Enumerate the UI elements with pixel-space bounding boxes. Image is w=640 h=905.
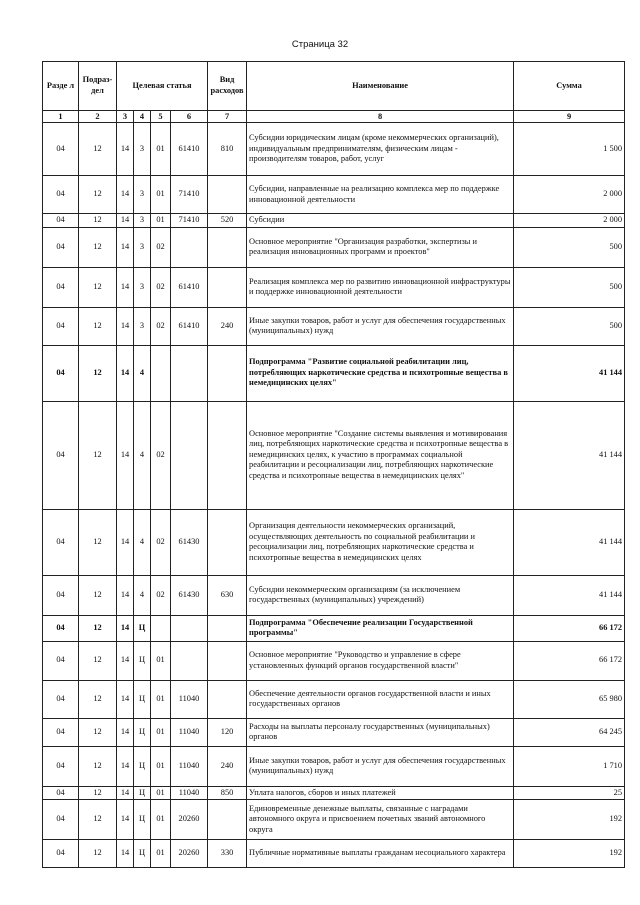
- table-row: [43, 680, 625, 718]
- cell-podrazdel: 12: [79, 267, 117, 307]
- cell-razdel: 04: [43, 575, 79, 615]
- col-num: 8: [247, 111, 514, 123]
- cell-podrazdel: 12: [79, 509, 117, 575]
- cell-target-direction: 20260: [171, 840, 208, 868]
- cell-podrazdel: 12: [79, 123, 117, 176]
- cell-target-event: 02: [151, 267, 171, 307]
- table-row: [43, 345, 625, 401]
- cell-target-program: 14: [117, 401, 134, 509]
- cell-expense-type: 850: [208, 786, 247, 800]
- cell-target-program: 14: [117, 267, 134, 307]
- cell-sum: 66 172: [514, 615, 625, 641]
- cell-name: Уплата налогов, сборов и иных платежей: [247, 786, 514, 800]
- cell-target-event: 01: [151, 800, 171, 840]
- cell-expense-type: 520: [208, 214, 247, 228]
- cell-expense-type: [208, 615, 247, 641]
- col-num: 9: [514, 111, 625, 123]
- cell-target-subprogram: 4: [134, 509, 151, 575]
- cell-target-direction: 61410: [171, 307, 208, 345]
- cell-sum: 64 245: [514, 718, 625, 746]
- cell-podrazdel: 12: [79, 840, 117, 868]
- page-number-label: Страница 32: [291, 39, 349, 50]
- cell-expense-type: [208, 641, 247, 680]
- cell-razdel: 04: [43, 840, 79, 868]
- cell-sum: 1 710: [514, 746, 625, 786]
- cell-target-event: 02: [151, 401, 171, 509]
- cell-expense-type: 810: [208, 123, 247, 176]
- cell-podrazdel: 12: [79, 345, 117, 401]
- cell-target-event: 01: [151, 840, 171, 868]
- header-sum: Сумма: [514, 62, 625, 111]
- cell-sum: 41 144: [514, 345, 625, 401]
- cell-podrazdel: 12: [79, 800, 117, 840]
- cell-target-event: [151, 345, 171, 401]
- table-row: [43, 307, 625, 345]
- cell-target-event: 01: [151, 641, 171, 680]
- cell-name: Иные закупки товаров, работ и услуг для обеспечения государственных (муниципальных) нужд: [247, 307, 514, 345]
- cell-razdel: 04: [43, 307, 79, 345]
- cell-name: Основное мероприятие "Организация разработки, экспертизы и реализация инновационных программ и проектов": [247, 227, 514, 267]
- cell-expense-type: [208, 401, 247, 509]
- cell-target-program: 14: [117, 123, 134, 176]
- table-row: [43, 615, 625, 641]
- cell-target-program: 14: [117, 840, 134, 868]
- cell-target-subprogram: Ц: [134, 746, 151, 786]
- col-num: 7: [208, 111, 247, 123]
- cell-target-subprogram: Ц: [134, 718, 151, 746]
- cell-expense-type: [208, 227, 247, 267]
- cell-target-event: 01: [151, 718, 171, 746]
- cell-sum: 192: [514, 800, 625, 840]
- cell-target-subprogram: 4: [134, 575, 151, 615]
- cell-target-subprogram: Ц: [134, 641, 151, 680]
- cell-target-subprogram: 3: [134, 123, 151, 176]
- table-row: [43, 641, 625, 680]
- cell-sum: 41 144: [514, 509, 625, 575]
- cell-target-event: 01: [151, 214, 171, 228]
- cell-name: Подпрограмма "Развитие социальной реабилитации лиц, потребляющих наркотические средства и психотропные вещества в немедицинских целях": [247, 345, 514, 401]
- cell-target-subprogram: 3: [134, 267, 151, 307]
- cell-target-program: 14: [117, 227, 134, 267]
- cell-target-subprogram: 4: [134, 401, 151, 509]
- cell-target-subprogram: Ц: [134, 615, 151, 641]
- cell-target-program: 14: [117, 680, 134, 718]
- cell-target-event: 01: [151, 123, 171, 176]
- cell-podrazdel: 12: [79, 176, 117, 214]
- header-podrazdel: Подраз- дел: [79, 62, 117, 111]
- cell-razdel: 04: [43, 123, 79, 176]
- cell-podrazdel: 12: [79, 718, 117, 746]
- header-razdel: Разде л: [43, 62, 79, 111]
- header-expense-type: Вид расходов: [208, 62, 247, 111]
- cell-razdel: 04: [43, 345, 79, 401]
- cell-target-event: 01: [151, 746, 171, 786]
- header-target-article: Целевая статья: [117, 62, 208, 111]
- cell-podrazdel: 12: [79, 401, 117, 509]
- cell-target-event: 01: [151, 176, 171, 214]
- cell-target-subprogram: Ц: [134, 680, 151, 718]
- cell-razdel: 04: [43, 176, 79, 214]
- cell-target-program: 14: [117, 307, 134, 345]
- cell-target-program: 14: [117, 615, 134, 641]
- cell-sum: 500: [514, 227, 625, 267]
- cell-sum: 500: [514, 267, 625, 307]
- cell-podrazdel: 12: [79, 214, 117, 228]
- cell-target-direction: [171, 641, 208, 680]
- table-row: [43, 267, 625, 307]
- table-row: [43, 123, 625, 176]
- cell-target-event: 01: [151, 786, 171, 800]
- cell-podrazdel: 12: [79, 575, 117, 615]
- cell-name: Реализация комплекса мер по развитию инновационной инфраструктуры и поддержке инновационной деятельности: [247, 267, 514, 307]
- cell-target-direction: [171, 615, 208, 641]
- table-row: [43, 176, 625, 214]
- col-num: 5: [151, 111, 171, 123]
- cell-target-subprogram: 3: [134, 227, 151, 267]
- cell-target-direction: 11040: [171, 786, 208, 800]
- cell-razdel: 04: [43, 641, 79, 680]
- cell-expense-type: 240: [208, 746, 247, 786]
- cell-podrazdel: 12: [79, 786, 117, 800]
- cell-target-direction: 11040: [171, 746, 208, 786]
- col-num: 6: [171, 111, 208, 123]
- table-row: [43, 227, 625, 267]
- cell-target-direction: 71410: [171, 214, 208, 228]
- cell-sum: 192: [514, 840, 625, 868]
- cell-name: Организация деятельности некоммерческих организаций, осуществляющих деятельность по социальной реабилитации и ресоциализации лиц, потребляющих наркотические средства и психотропные вещества в немедицинских целях: [247, 509, 514, 575]
- table-row: [43, 786, 625, 800]
- cell-target-program: 14: [117, 176, 134, 214]
- cell-sum: 500: [514, 307, 625, 345]
- cell-target-direction: [171, 401, 208, 509]
- cell-target-subprogram: Ц: [134, 786, 151, 800]
- header-name: Наименование: [247, 62, 514, 111]
- cell-target-program: 14: [117, 575, 134, 615]
- cell-target-event: 02: [151, 227, 171, 267]
- col-num: 2: [79, 111, 117, 123]
- cell-razdel: 04: [43, 800, 79, 840]
- cell-target-program: 14: [117, 214, 134, 228]
- cell-expense-type: 330: [208, 840, 247, 868]
- table-body: [43, 123, 625, 868]
- cell-target-direction: 61410: [171, 267, 208, 307]
- col-num: 3: [117, 111, 134, 123]
- cell-target-direction: [171, 227, 208, 267]
- cell-target-subprogram: Ц: [134, 840, 151, 868]
- table-row: [43, 509, 625, 575]
- cell-expense-type: 120: [208, 718, 247, 746]
- cell-name: Субсидии: [247, 214, 514, 228]
- cell-razdel: 04: [43, 746, 79, 786]
- cell-expense-type: [208, 680, 247, 718]
- cell-expense-type: 240: [208, 307, 247, 345]
- column-number-row: [43, 111, 625, 123]
- cell-name: Субсидии некоммерческим организациям (за исключением государственных (муниципальных) учреждений): [247, 575, 514, 615]
- cell-expense-type: [208, 800, 247, 840]
- table-row: [43, 575, 625, 615]
- budget-table: [42, 61, 625, 868]
- cell-sum: 2 000: [514, 176, 625, 214]
- cell-razdel: 04: [43, 786, 79, 800]
- cell-target-direction: 11040: [171, 680, 208, 718]
- cell-expense-type: [208, 345, 247, 401]
- cell-sum: 1 500: [514, 123, 625, 176]
- col-num: 4: [134, 111, 151, 123]
- cell-target-program: 14: [117, 345, 134, 401]
- cell-target-event: 02: [151, 575, 171, 615]
- cell-podrazdel: 12: [79, 227, 117, 267]
- cell-expense-type: [208, 267, 247, 307]
- cell-target-subprogram: Ц: [134, 800, 151, 840]
- cell-target-subprogram: 3: [134, 176, 151, 214]
- cell-name: Публичные нормативные выплаты гражданам несоциального характера: [247, 840, 514, 868]
- cell-target-program: 14: [117, 746, 134, 786]
- cell-podrazdel: 12: [79, 680, 117, 718]
- cell-target-subprogram: 4: [134, 345, 151, 401]
- cell-target-direction: 61430: [171, 575, 208, 615]
- table-row: [43, 401, 625, 509]
- cell-razdel: 04: [43, 227, 79, 267]
- cell-target-event: 02: [151, 509, 171, 575]
- cell-target-subprogram: 3: [134, 214, 151, 228]
- cell-razdel: 04: [43, 718, 79, 746]
- cell-sum: 2 000: [514, 214, 625, 228]
- cell-target-direction: 61430: [171, 509, 208, 575]
- cell-target-direction: [171, 345, 208, 401]
- cell-name: Единовременные денежные выплаты, связанные с наградами автономного округа и присвоением почетных званий автономного округа: [247, 800, 514, 840]
- cell-razdel: 04: [43, 214, 79, 228]
- cell-name: Субсидии, направленные на реализацию комплекса мер по поддержке инновационной деятельности: [247, 176, 514, 214]
- cell-sum: 66 172: [514, 641, 625, 680]
- cell-target-event: [151, 615, 171, 641]
- cell-name: Субсидии юридическим лицам (кроме некоммерческих организаций), индивидуальным предпринимателям, физическим лицам - производителям товаров, работ, услуг: [247, 123, 514, 176]
- cell-razdel: 04: [43, 615, 79, 641]
- cell-podrazdel: 12: [79, 746, 117, 786]
- header-row: [43, 62, 625, 111]
- cell-name: Основное мероприятие "Руководство и управление в сфере установленных функций органов государственной власти": [247, 641, 514, 680]
- cell-target-event: 02: [151, 307, 171, 345]
- cell-expense-type: [208, 176, 247, 214]
- cell-target-program: 14: [117, 786, 134, 800]
- cell-podrazdel: 12: [79, 307, 117, 345]
- cell-name: Расходы на выплаты персоналу государственных (муниципальных) органов: [247, 718, 514, 746]
- cell-name: Обеспечение деятельности органов государственной власти и иных государственных органов: [247, 680, 514, 718]
- table-row: [43, 746, 625, 786]
- cell-target-program: 14: [117, 800, 134, 840]
- col-num: 1: [43, 111, 79, 123]
- cell-podrazdel: 12: [79, 615, 117, 641]
- cell-sum: 65 980: [514, 680, 625, 718]
- cell-target-event: 01: [151, 680, 171, 718]
- cell-target-direction: 61410: [171, 123, 208, 176]
- cell-razdel: 04: [43, 509, 79, 575]
- table-row: [43, 840, 625, 868]
- cell-target-program: 14: [117, 641, 134, 680]
- cell-target-program: 14: [117, 718, 134, 746]
- cell-sum: 41 144: [514, 575, 625, 615]
- cell-target-program: 14: [117, 509, 134, 575]
- cell-sum: 41 144: [514, 401, 625, 509]
- table-row: [43, 718, 625, 746]
- cell-expense-type: 630: [208, 575, 247, 615]
- cell-razdel: 04: [43, 680, 79, 718]
- cell-target-direction: 20260: [171, 800, 208, 840]
- cell-target-subprogram: 3: [134, 307, 151, 345]
- cell-podrazdel: 12: [79, 641, 117, 680]
- cell-target-direction: 11040: [171, 718, 208, 746]
- cell-name: Подпрограмма "Обеспечение реализации Государственной программы": [247, 615, 514, 641]
- cell-name: Иные закупки товаров, работ и услуг для обеспечения государственных (муниципальных) нужд: [247, 746, 514, 786]
- cell-expense-type: [208, 509, 247, 575]
- table-row: [43, 800, 625, 840]
- cell-razdel: 04: [43, 267, 79, 307]
- cell-razdel: 04: [43, 401, 79, 509]
- cell-target-direction: 71410: [171, 176, 208, 214]
- cell-name: Основное мероприятие "Создание системы выявления и мотивирования лиц, потребляющих наркотические средства и психотропные вещества в немедицинских целях, к участию в программах социальной реабилитации и ресоциализации лиц, потребляющих наркотические средства и психотропные вещества в немедицинских целях": [247, 401, 514, 509]
- table-row: [43, 214, 625, 228]
- cell-sum: 25: [514, 786, 625, 800]
